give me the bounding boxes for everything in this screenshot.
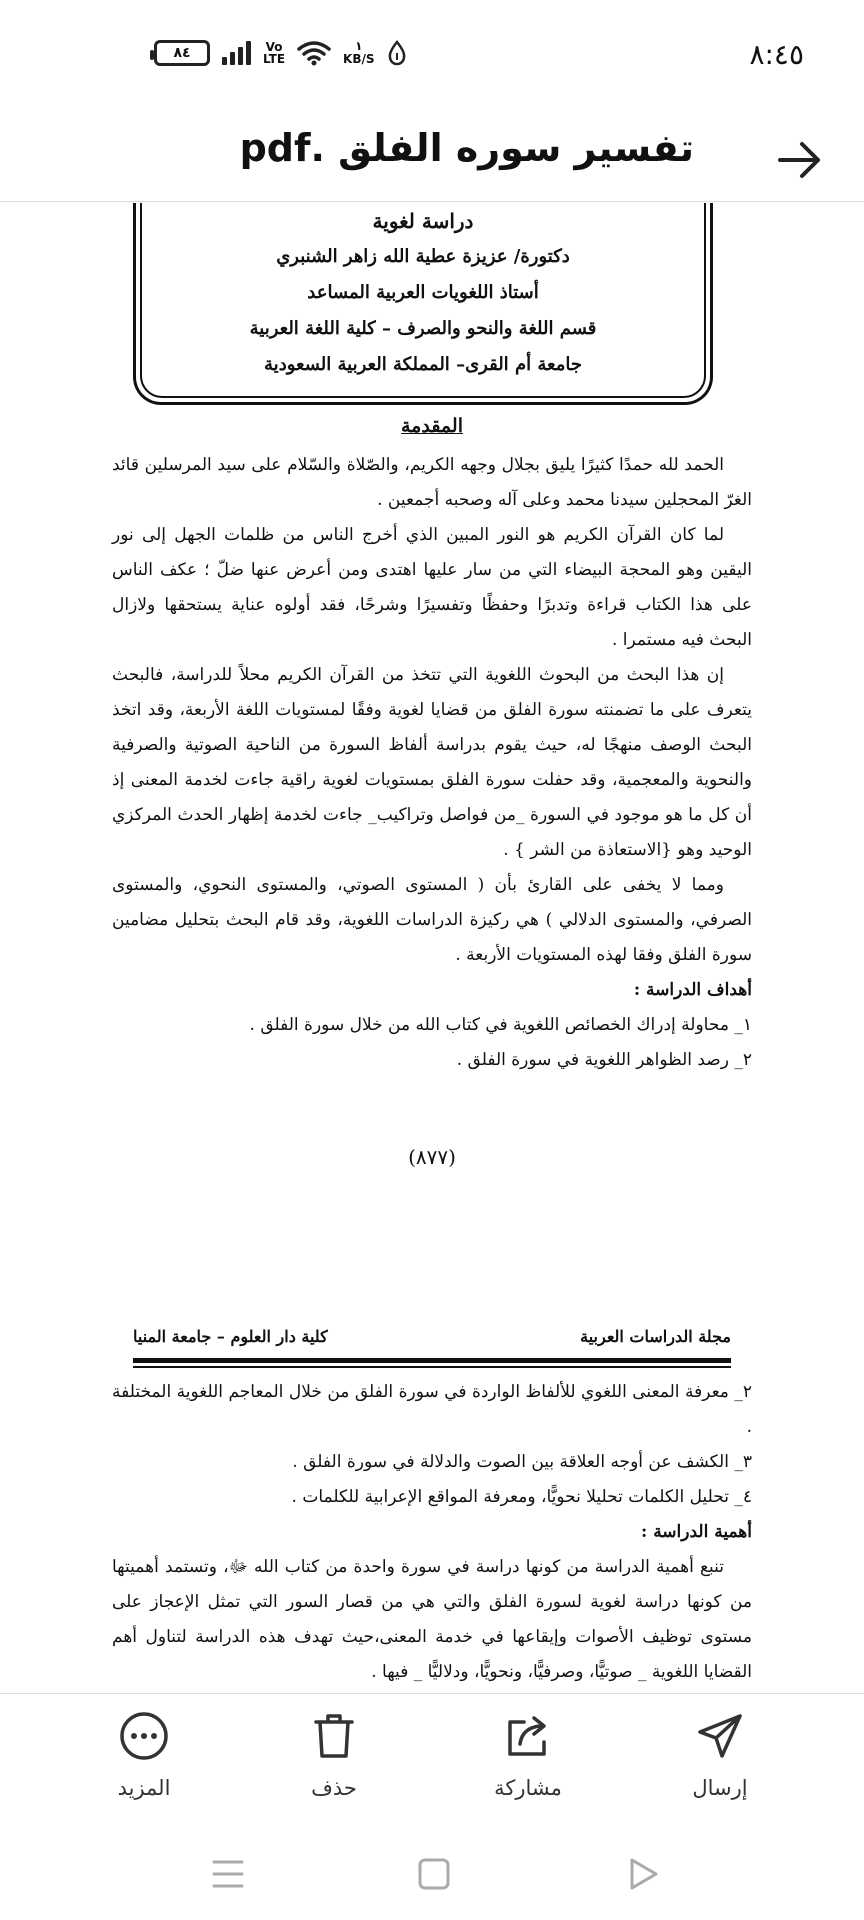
share-label: مشاركة: [494, 1776, 562, 1800]
pdf-viewer[interactable]: [0, 203, 864, 1693]
recent-apps-button[interactable]: [208, 1854, 248, 1894]
paragraph-3: إن هذا البحث من البحوث اللغوية التي تتخذ من القرآن الكريم محلاً للدراسة، فالبحث يتعرف على ما تضمنته سورة الفلق من قضايا لغوية وفقًا لمستويات اللغة الأربعة، وقد اتخذ البحث الوصف منهجًا له، حيث يقوم بدراسة ألفاظ السورة من الناحية الصوتية والصرفية والنحوية والمعجمية، وقد حفلت سورة الفلق بمستويات لغوية راقية جاءت لخدمة المعنى إذ أن كل ما هو موجود في السورة _من فواصل وتراكيب_ جاءت لخدمة إظهار الحدث المركزي الوحيد وهو {الاستعاذة من الشر } .: [112, 665, 752, 860]
status-bar: [0, 0, 864, 112]
network-speed-unit: KB/S: [343, 52, 375, 66]
back-button[interactable]: [776, 140, 824, 180]
send-button[interactable]: [650, 1710, 790, 1800]
goal-item-3: ٢_ معرفة المعنى اللغوي للألفاظ الواردة في سورة الفلق من خلال المعاجم اللغوية المختلفة .: [112, 1382, 752, 1437]
home-square-icon: [414, 1854, 454, 1894]
arrow-right-icon: [776, 140, 824, 180]
intro-body: [112, 448, 752, 1078]
author-department: قسم اللغة والنحو والصرف – كلية اللغة العربية: [249, 318, 597, 339]
send-label: إرسال: [692, 1776, 748, 1800]
document-title: تفسير سوره الفلق .pdf: [239, 126, 694, 170]
importance-heading: أهمية الدراسة :: [641, 1522, 752, 1542]
send-icon: [694, 1710, 746, 1762]
journal-name: مجلة الدراسات العربية: [580, 1327, 731, 1346]
menu-icon: [208, 1854, 248, 1894]
paragraph-5: تنبع أهمية الدراسة من كونها دراسة في سورة واحدة من كتاب الله ﷻ، وتستمد أهميتها من كونها دراسة لغوية لسورة الفلق والتي هي من قصار السور التي تمثل الإعجاز على مستوى توظيف الأصوات وإيقاعها في خدمة المعنى،حيث تهدف هذه الدراسة لتناول أهم القضايا اللغوية _ صوتيًّا، وصرفيًّا، ونحويًّا، ودلاليًّا _ فيها .: [112, 1557, 752, 1682]
signal-icon: [222, 41, 251, 65]
intro-heading: المقدمة: [400, 415, 463, 437]
goal-item-1: ١_ محاولة إدراك الخصائص اللغوية في كتاب الله من خلال سورة الفلق .: [249, 1015, 752, 1035]
battery-icon: [154, 40, 210, 66]
faculty-name: كلية دار العلوم – جامعة المنيا: [133, 1327, 328, 1346]
back-nav-button[interactable]: [622, 1854, 662, 1894]
delete-button[interactable]: [264, 1710, 404, 1800]
data-saver-icon: [387, 40, 407, 66]
more-icon: [118, 1710, 170, 1762]
page-number: (٨٧٧): [408, 1145, 456, 1169]
paragraph-2: لما كان القرآن الكريم هو النور المبين الذي أخرج الناس من ظلمات الجهل إلى نور اليقين وهو المحجة البيضاء التي من سار عليها اهتدى ومن أعرض عنها ضلّ ؛ عكف الناس على هذا الكتاب قراءة وتدبرًا وحفظًا وتفسيرًا وشرحًا، فقد أولوه عناية يستحقها ولازال البحث فيه مستمرا .: [112, 525, 752, 650]
more-label: المزيد: [117, 1776, 171, 1800]
volte-top: Vo: [265, 40, 283, 54]
goal-item-5: ٤_ تحليل الكلمات تحليلا نحويًّا، ومعرفة المواقع الإعرابية للكلمات .: [291, 1487, 752, 1507]
network-speed: [343, 40, 374, 66]
paragraph-4: ومما لا يخفى على القارئ بأن ( المستوى الصوتي، والمستوى النحوي، والمستوى الصرفي، والمستوى الدلالي ) هي ركيزة الدراسات اللغوية، وقد قام البحث بتحليل مضامين سورة الفلق وفقا لهذه المستويات الأربعة .: [112, 875, 752, 965]
app-header: [0, 112, 864, 202]
back-triangle-icon: [622, 1854, 662, 1894]
running-head: [133, 1323, 731, 1363]
title-box: [133, 203, 713, 383]
system-nav-bar: [0, 1828, 864, 1920]
page-2-body: [112, 1375, 752, 1690]
paragraph-1: الحمد لله حمدًا كثيرًا يليق بجلال وجهه الكريم، والصّلاة والسّلام على سيد المرسلين قائد الغرّ المحجلين سيدنا محمد وعلى آله وصحبه أجمعين .: [112, 455, 752, 510]
volte-bottom: LTE: [263, 52, 286, 66]
network-speed-value: ١: [355, 39, 363, 53]
bottom-toolbar: [0, 1693, 864, 1828]
delete-label: حذف: [311, 1776, 357, 1800]
goal-item-2: ٢_ رصد الظواهر اللغوية في سورة الفلق .: [456, 1050, 752, 1070]
status-time: ٨:٤٥: [749, 38, 804, 71]
volte-icon: [263, 41, 285, 65]
goal-item-4: ٣_ الكشف عن أوجه العلاقة بين الصوت والدلالة في سورة الفلق .: [292, 1452, 752, 1472]
battery-level: ٨٤: [173, 45, 191, 61]
author-title: أستاذ اللغويات العربية المساعد: [307, 282, 539, 303]
study-type: دراسة لغوية: [372, 209, 474, 233]
author-name: دكتورة/ عزيزة عطية الله زاهر الشنبري: [276, 246, 570, 267]
share-button[interactable]: [458, 1710, 598, 1800]
share-icon: [502, 1710, 554, 1762]
goals-heading: أهداف الدراسة :: [633, 980, 752, 1000]
home-button[interactable]: [414, 1854, 454, 1894]
author-university: جامعة أم القرى– المملكة العربية السعودية: [264, 354, 582, 375]
status-icons: [154, 40, 407, 66]
more-button[interactable]: [74, 1710, 214, 1800]
trash-icon: [308, 1710, 360, 1762]
wifi-icon: [297, 40, 331, 66]
